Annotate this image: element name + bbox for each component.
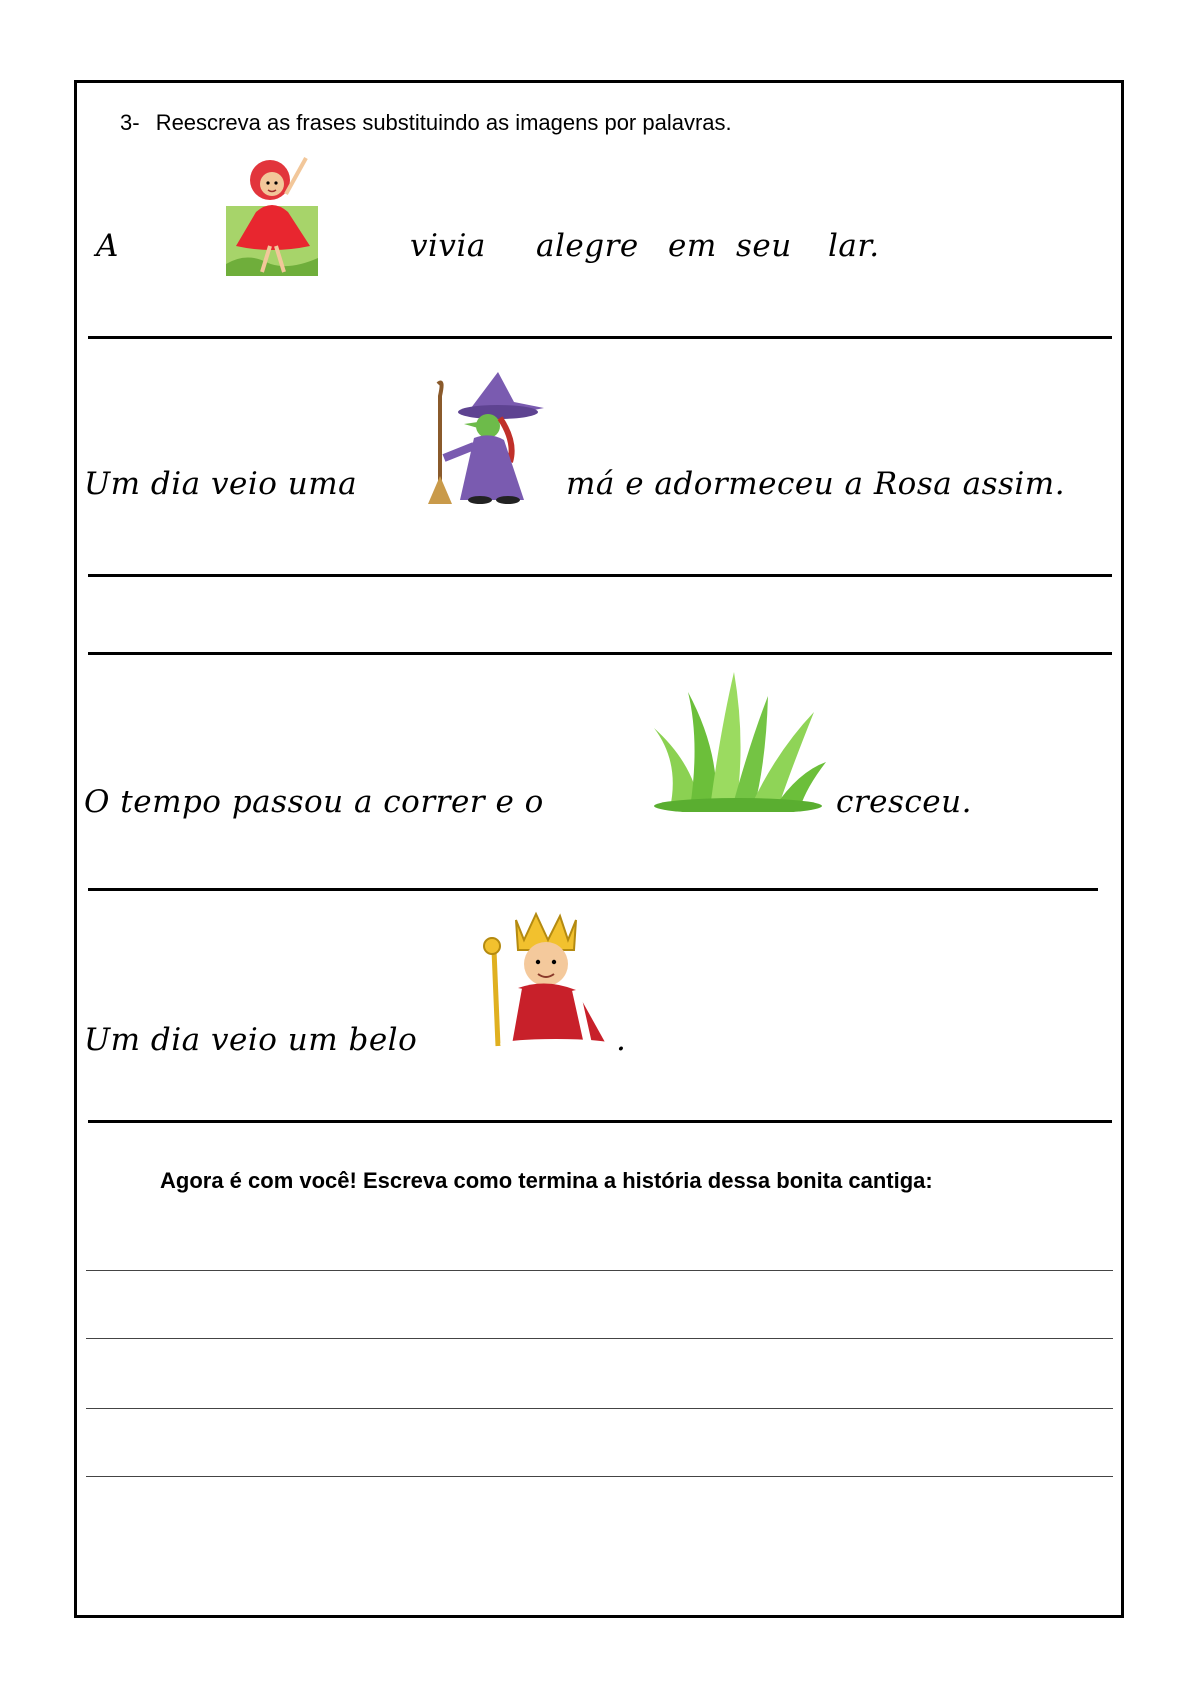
sentence-1-word-seu: seu — [736, 228, 792, 264]
king-icon — [478, 910, 616, 1050]
grass-icon — [650, 672, 826, 812]
writing-line-2[interactable] — [86, 1338, 1113, 1339]
exercise-number: 3- — [120, 110, 140, 135]
answer-line-4[interactable] — [88, 1120, 1112, 1123]
sentence-1-word-lar: lar. — [828, 228, 880, 264]
writing-line-4[interactable] — [86, 1476, 1113, 1477]
sentence-4-before: Um dia veio um belo — [84, 1022, 418, 1058]
sentence-1-start: A — [96, 228, 119, 264]
witch-icon — [424, 372, 554, 506]
instruction-text: Reescreva as frases substituindo as imagens por palavras. — [155, 110, 732, 135]
answer-line-3[interactable] — [88, 888, 1098, 891]
writing-line-3[interactable] — [86, 1408, 1113, 1409]
exercise-instruction — [120, 110, 732, 136]
sentence-2-before: Um dia veio uma — [84, 466, 358, 502]
final-prompt: Agora é com você! Escreva como termina a história dessa bonita cantiga: — [160, 1168, 933, 1193]
answer-line-1[interactable] — [88, 336, 1112, 339]
sentence-2-after: má e adormeceu a Rosa assim. — [566, 466, 1066, 502]
sentence-1-word-vivia: vivia — [410, 228, 486, 264]
answer-line-2b[interactable] — [88, 652, 1112, 655]
sentence-1-word-alegre: alegre — [536, 228, 639, 264]
writing-line-1[interactable] — [86, 1270, 1113, 1271]
answer-line-2a[interactable] — [88, 574, 1112, 577]
sentence-3-before: O tempo passou a correr e o — [84, 784, 544, 820]
sentence-1-word-em: em — [668, 228, 717, 264]
sentence-3-after: cresceu. — [836, 784, 972, 820]
worksheet-frame — [74, 80, 1124, 1618]
girl-dancing-icon — [226, 154, 318, 276]
sentence-4-after: . — [616, 1022, 627, 1058]
